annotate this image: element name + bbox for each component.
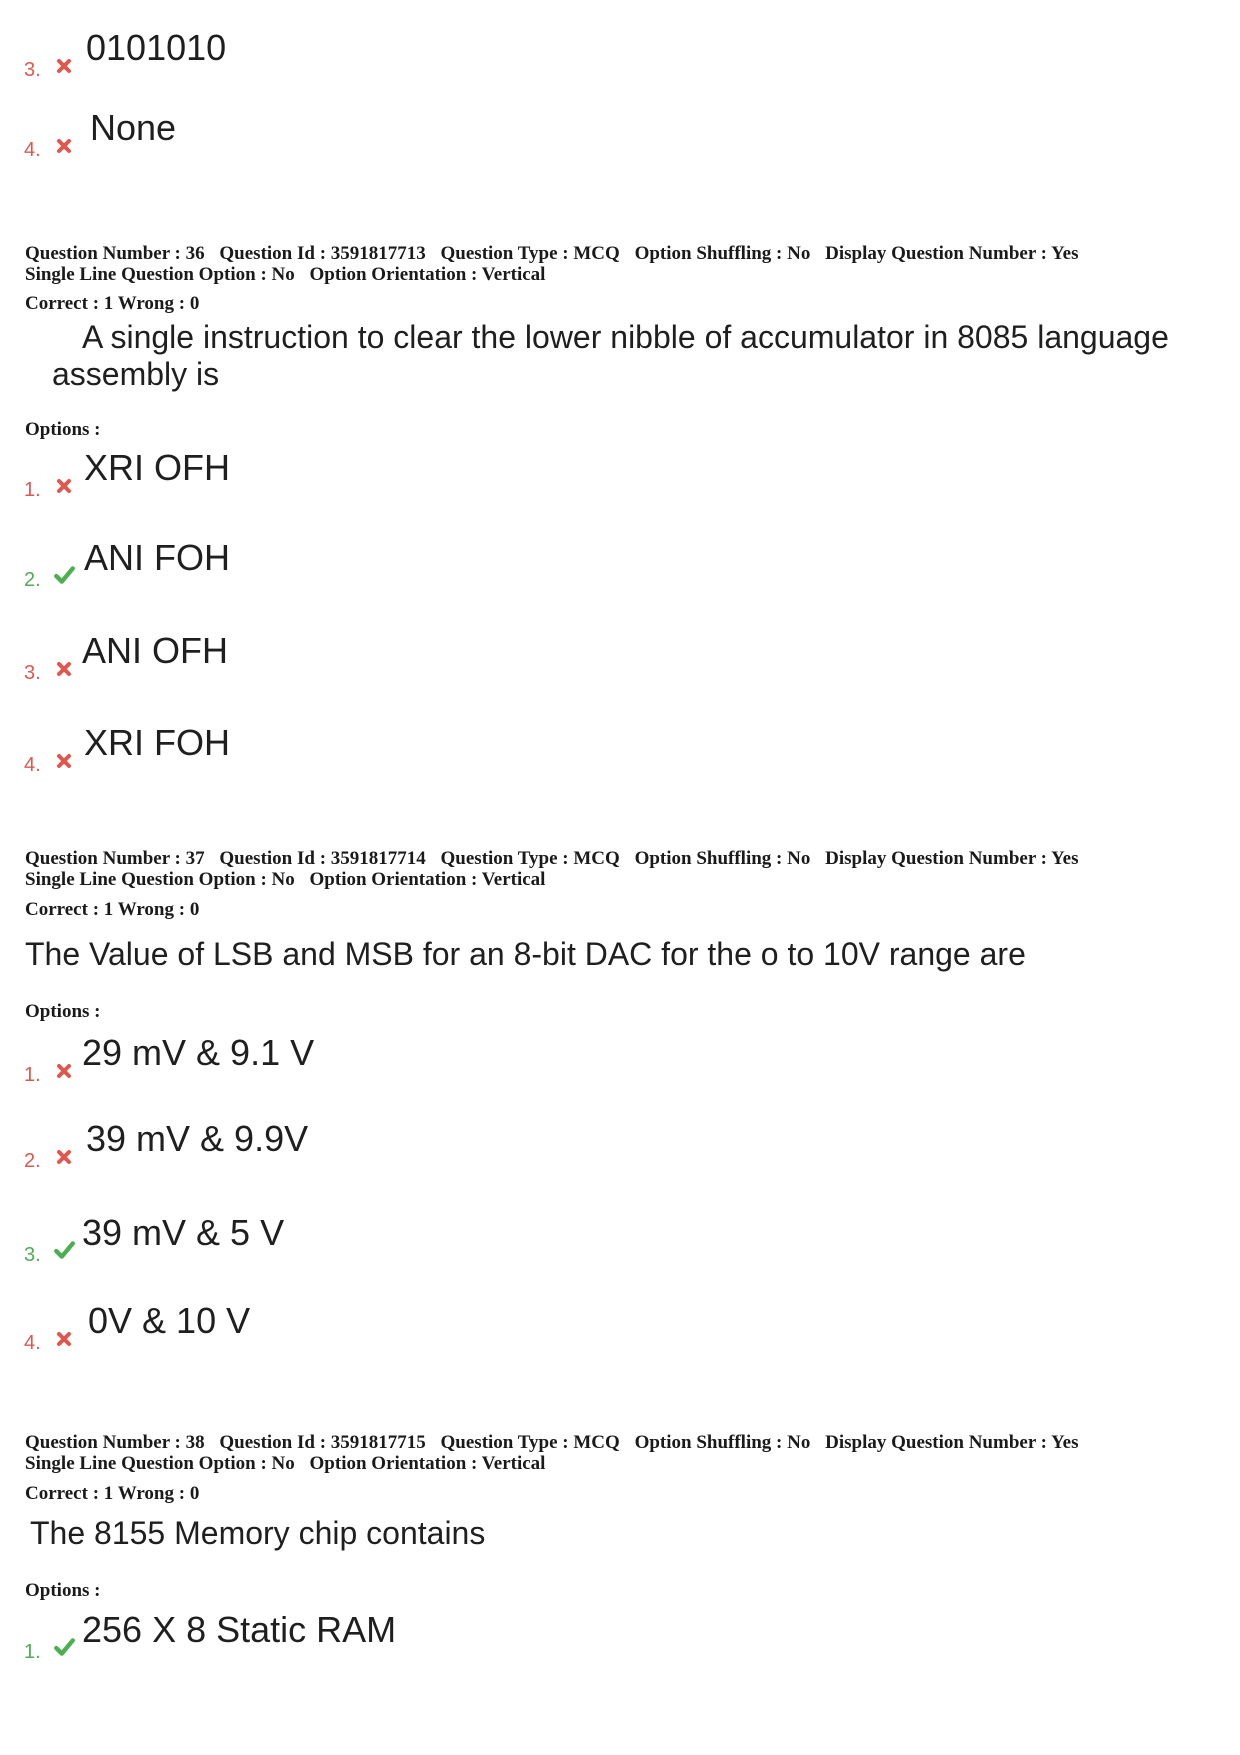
option-number: 4. xyxy=(24,1332,41,1354)
options-label: Options : xyxy=(25,419,101,440)
cross-icon xyxy=(54,136,74,156)
option-text: 0V & 10 V xyxy=(88,1300,251,1341)
question-text-continued: assembly is xyxy=(52,356,220,392)
cross-icon xyxy=(54,659,74,679)
check-icon xyxy=(52,1239,76,1261)
option-number: 3. xyxy=(24,59,41,81)
option-number: 3. xyxy=(24,662,41,684)
option-text: ANI FOH xyxy=(84,537,231,578)
question-meta-line2: Single Line Question Option : No Option Orientation : Vertical xyxy=(25,1453,546,1474)
cross-icon xyxy=(54,476,74,496)
option-text: XRI FOH xyxy=(84,722,231,763)
option-text: 0101010 xyxy=(86,27,227,68)
cross-icon xyxy=(54,56,74,76)
option-number: 2. xyxy=(24,569,41,591)
cross-icon xyxy=(54,1329,74,1349)
options-label: Options : xyxy=(25,1580,101,1601)
option-number: 1. xyxy=(24,1641,41,1663)
option-number: 4. xyxy=(24,754,41,776)
question-meta-line1: Question Number : 36 Question Id : 3591817713 Question Type : MCQ Option Shuffling : No Display Question Number : Yes xyxy=(25,243,1079,264)
question-score: Correct : 1 Wrong : 0 xyxy=(25,1483,200,1504)
question-text: The Value of LSB and MSB for an 8-bit DAC for the o to 10V range are xyxy=(25,936,1026,972)
option-number: 1. xyxy=(24,1064,41,1086)
option-text: 39 mV & 5 V xyxy=(82,1212,285,1253)
option-number: 3. xyxy=(24,1244,41,1266)
question-meta-line1: Question Number : 38 Question Id : 3591817715 Question Type : MCQ Option Shuffling : No Display Question Number : Yes xyxy=(25,1432,1079,1453)
option-number: 4. xyxy=(24,139,41,161)
option-number: 2. xyxy=(24,1150,41,1172)
question-meta-line2: Single Line Question Option : No Option Orientation : Vertical xyxy=(25,264,546,285)
question-text: The 8155 Memory chip contains xyxy=(30,1515,486,1551)
option-text: 256 X 8 Static RAM xyxy=(82,1609,397,1650)
option-text: None xyxy=(90,107,177,148)
question-meta-line1: Question Number : 37 Question Id : 3591817714 Question Type : MCQ Option Shuffling : No Display Question Number : Yes xyxy=(25,848,1079,869)
question-text: A single instruction to clear the lower nibble of accumulator in 8085 language xyxy=(82,319,1169,355)
cross-icon xyxy=(54,751,74,771)
option-text: 29 mV & 9.1 V xyxy=(82,1032,315,1073)
question-score: Correct : 1 Wrong : 0 xyxy=(25,293,200,314)
option-number: 1. xyxy=(24,479,41,501)
check-icon xyxy=(52,564,76,586)
check-icon xyxy=(52,1636,76,1658)
cross-icon xyxy=(54,1061,74,1081)
option-text: ANI OFH xyxy=(82,630,229,671)
options-label: Options : xyxy=(25,1001,101,1022)
question-meta-line2: Single Line Question Option : No Option Orientation : Vertical xyxy=(25,869,546,890)
question-score: Correct : 1 Wrong : 0 xyxy=(25,899,200,920)
cross-icon xyxy=(54,1147,74,1167)
option-text: 39 mV & 9.9V xyxy=(86,1118,309,1159)
option-text: XRI OFH xyxy=(84,447,231,488)
